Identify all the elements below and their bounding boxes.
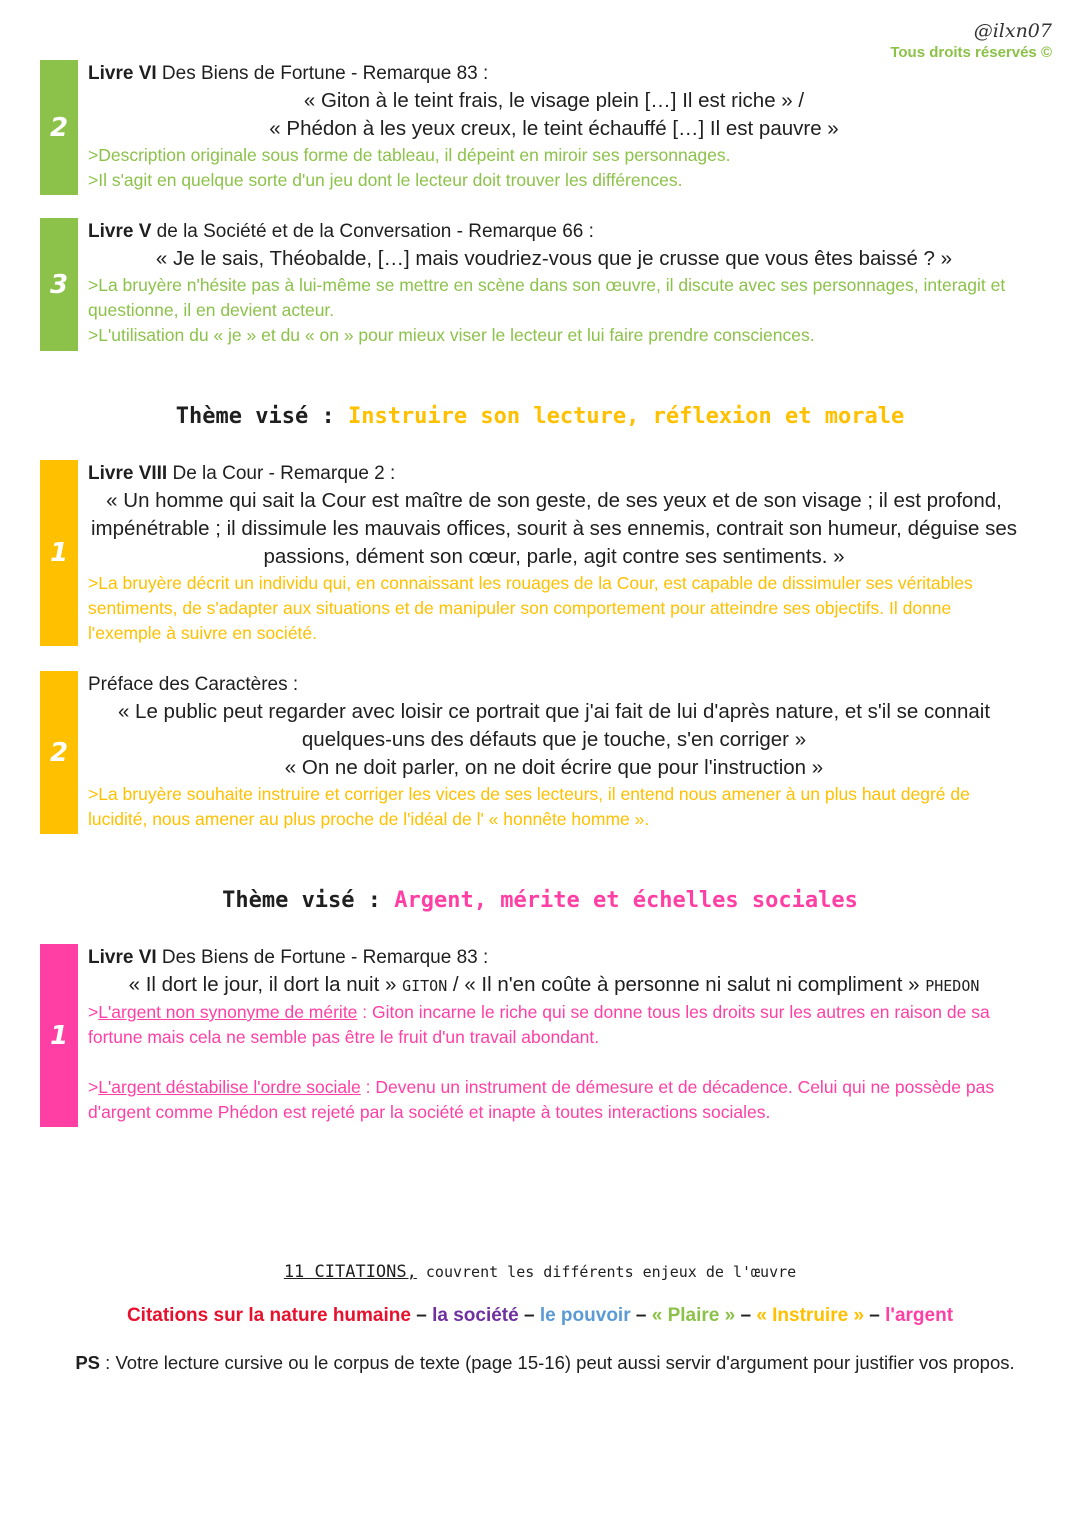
quote-block-green-2 xyxy=(40,60,1020,195)
analysis-note: >La bruyère n'hésite pas à lui-même se mettre en scène dans son œuvre, il discute avec ses personnages, interagit et questionne, il en devient acteur. xyxy=(88,275,1006,320)
quote-block-green-3 xyxy=(40,218,1020,351)
category-plaire: « Plaire » xyxy=(651,1305,736,1326)
number-bar xyxy=(40,944,78,1127)
rights-notice: Tous droits réservés © xyxy=(890,44,1052,61)
character-tag: PHEDON xyxy=(925,977,980,995)
quote-block-pink-1 xyxy=(40,944,1020,1127)
analysis-note: >L'argent non synonyme de mérite : Giton incarne le riche qui se donne tous les droits sur les autres en raison de sa fortune mais cela ne semble pas être le fruit d'un travail abondant. xyxy=(88,1002,990,1047)
block-number: 1 xyxy=(49,1020,69,1051)
theme-separator: : xyxy=(354,888,395,913)
theme-separator: : xyxy=(308,404,348,429)
quote-line: « Le public peut regarder avec loisir ce portrait que j'ai fait de lui d'après nature, et s'il se connait quelques-uns des défauts que je touche, s'en corriger » xyxy=(117,700,991,751)
category-instruire: « Instruire » xyxy=(756,1305,865,1326)
author-handle: @ilxn07 xyxy=(973,20,1052,42)
character-tag: GITON xyxy=(402,977,448,995)
quote-line: « Phédon à les yeux creux, le teint échauffé […] Il est pauvre » xyxy=(269,117,839,140)
category-separator: – xyxy=(735,1305,757,1326)
postscript-text: : Votre lecture cursive ou le corpus de texte (page 15-16) peut aussi servir d'argument pour justifier vos propos. xyxy=(100,1352,1015,1373)
analysis-note: >Il s'agit en quelque sorte d'un jeu dont le lecteur doit trouver les différences. xyxy=(88,170,683,190)
reference-detail: Préface des Caractères : xyxy=(88,674,299,695)
category-societe: la société xyxy=(432,1305,519,1326)
note-body: : Giton incarne le riche qui se donne tous les droits sur les autres en raison de sa fortune mais cela ne semble pas être le fruit d'un travail abondant. xyxy=(88,1002,990,1047)
postscript xyxy=(70,1348,1020,1377)
reference-detail: De la Cour - Remarque 2 : xyxy=(167,463,396,484)
block-number: 2 xyxy=(49,737,69,768)
quote-line xyxy=(88,971,1020,1000)
analysis-note: >Description originale sous forme de tableau, il dépeint en miroir ses personnages. xyxy=(88,145,731,165)
category-argent: l'argent xyxy=(885,1305,954,1326)
category-separator: – xyxy=(630,1305,652,1326)
citations-count: 11 CITATIONS, xyxy=(283,1262,417,1282)
category-separator: – xyxy=(410,1305,433,1326)
theme-value: Argent, mérite et échelles sociales xyxy=(394,888,858,913)
quote-line: « Je le sais, Théobalde, […] mais voudriez-vous que je crusse que vous êtes baissé ? » xyxy=(155,247,953,270)
block-number: 2 xyxy=(49,112,69,143)
quote-line: « On ne doit parler, on ne doit écrire que pour l'instruction » xyxy=(284,756,824,779)
reference-book: Livre VIII xyxy=(88,463,168,484)
citations-summary-text: couvrent les différents enjeux de l'œuvre xyxy=(416,1263,797,1281)
quote-line: « Un homme qui sait la Cour est maître de son geste, de ses yeux et de son visage ; il est profond, impénétrable ; il dissimule les mauvais offices, sourit à ses ennemis, contrait son humeur, déguise ses passions, dément son cœur, parle, agit contre ses sentiments. » xyxy=(91,489,1017,568)
page-header xyxy=(890,20,1052,61)
block-number: 3 xyxy=(49,269,69,300)
block-content xyxy=(88,60,1020,193)
category-separator: – xyxy=(864,1305,886,1326)
reference-book: Livre VI xyxy=(88,947,157,968)
reference xyxy=(88,60,1020,87)
block-content xyxy=(88,218,1020,348)
theme-heading-instruire xyxy=(0,404,1080,429)
category-pouvoir: le pouvoir xyxy=(539,1305,631,1326)
analysis-note: >L'argent déstabilise l'ordre sociale : Devenu un instrument de démesure et de décadence. Celui qui ne possède pas d'argent comme Phédon est rejeté par la société et inapte à toutes interactions sociales. xyxy=(88,1077,995,1122)
reference-book: Livre VI xyxy=(88,63,157,84)
quote-block-yellow-2 xyxy=(40,671,1020,834)
analysis-note: >La bruyère décrit un individu qui, en connaissant les rouages de la Cour, est capable de dissimuler ses véritables sentiments, de s'adapter aux situations et de manipuler son comportement pour atteindre ses objectifs. Il donne l'exemple à suivre en société. xyxy=(88,573,973,643)
note-heading: L'argent non synonyme de mérite xyxy=(98,1002,358,1022)
number-bar xyxy=(40,218,78,351)
reference xyxy=(88,671,1020,698)
block-number: 1 xyxy=(49,538,69,568)
number-bar xyxy=(40,460,78,646)
block-content xyxy=(88,944,1020,1125)
category-nature-humaine: Citations sur la nature humaine xyxy=(126,1305,411,1326)
number-bar xyxy=(40,60,78,195)
category-separator: – xyxy=(518,1305,540,1326)
block-content xyxy=(88,460,1020,646)
citations-summary xyxy=(0,1262,1080,1282)
reference xyxy=(88,460,1020,487)
reference xyxy=(88,218,1020,245)
reference xyxy=(88,944,1020,971)
reference-detail: de la Société et de la Conversation - Remarque 66 : xyxy=(151,221,594,242)
analysis-note: >L'utilisation du « je » et du « on » pour mieux viser le lecteur et lui faire prendre consciences. xyxy=(88,325,815,345)
theme-label: Thème visé xyxy=(222,888,355,913)
block-content xyxy=(88,671,1020,832)
note-heading: L'argent déstabilise l'ordre sociale xyxy=(98,1077,361,1097)
quote-block-yellow-1 xyxy=(40,460,1020,646)
analysis-note: >La bruyère souhaite instruire et corriger les vices de ses lecteurs, il entend nous amener à un plus haut degré de lucidité, nous amener au plus proche de l'idéal de l' « honnête homme ». xyxy=(88,784,970,829)
number-bar xyxy=(40,671,78,834)
theme-value: Instruire son lecture, réflexion et morale xyxy=(347,404,905,429)
quote-giton: « Il dort le jour, il dort la nuit » xyxy=(128,973,397,996)
postscript-label: PS xyxy=(75,1352,101,1373)
theme-heading-argent xyxy=(0,888,1080,913)
note-body: : Devenu un instrument de démesure et de décadence. Celui qui ne possède pas d'argent comme Phédon est rejeté par la société et inapte à toutes interactions sociales. xyxy=(88,1077,995,1122)
quote-line: « Giton à le teint frais, le visage plein […] Il est riche » / xyxy=(303,89,805,112)
reference-detail: Des Biens de Fortune - Remarque 83 : xyxy=(156,947,489,968)
reference-detail: Des Biens de Fortune - Remarque 83 : xyxy=(156,63,489,84)
citation-categories xyxy=(0,1305,1080,1327)
quote-phedon: / « Il n'en coûte à personne ni salut ni compliment » xyxy=(447,973,920,996)
theme-label: Thème visé xyxy=(175,404,309,429)
reference-book: Livre V xyxy=(88,221,152,242)
